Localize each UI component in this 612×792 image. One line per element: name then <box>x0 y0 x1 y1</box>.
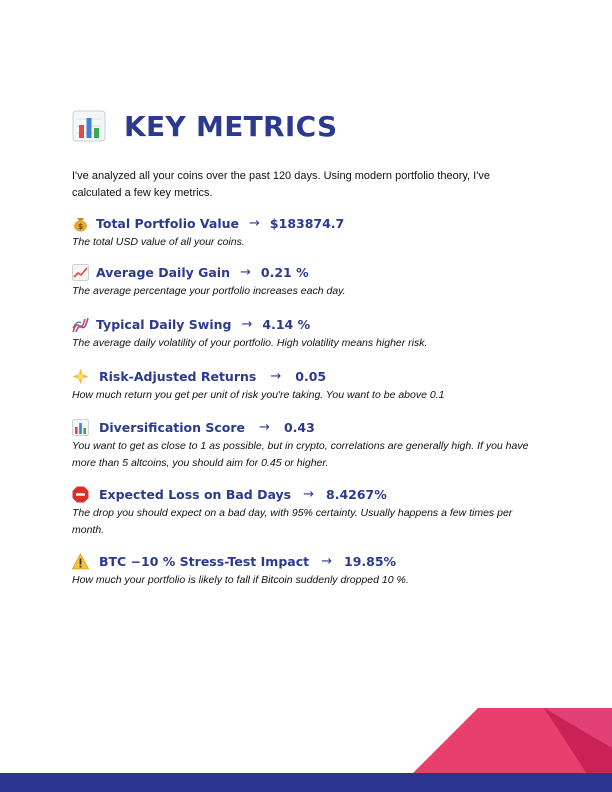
metric-btc-stress-test <box>72 552 552 589</box>
footer-bar <box>0 773 612 792</box>
metric-value: 0.05 <box>295 368 327 384</box>
page-header <box>72 104 337 148</box>
bar-chart-icon <box>72 109 106 143</box>
swing-chart-icon <box>72 316 89 333</box>
metric-description: The average percentage your portfolio increases each day. <box>72 285 346 297</box>
metric-description: The average daily volatility of your portfolio. High volatility means higher risk. <box>72 337 428 349</box>
metric-title: Total Portfolio Value <box>96 215 240 231</box>
metric-value: 19.85% <box>344 553 397 569</box>
metric-diversification-score <box>72 418 552 471</box>
metric-typical-daily-swing <box>72 315 552 352</box>
svg-text:$: $ <box>77 221 84 231</box>
arrow: → <box>321 553 332 569</box>
metric-risk-adjusted-returns <box>72 367 552 404</box>
arrow: → <box>259 419 270 435</box>
metric-description: You want to get as close to 1 as possible, but in crypto, correlations are generally high. If you have more than 5 altcoins, you should aim for 0.45 or higher. <box>72 440 529 469</box>
bar-chart-icon <box>72 419 89 436</box>
metric-expected-loss <box>72 485 552 538</box>
metric-value: 8.4267% <box>326 486 387 502</box>
metric-description: The drop you should expect on a bad day, with 95% certainty. Usually happens a few times per month. <box>72 507 513 536</box>
arrow: → <box>270 368 282 384</box>
arrow: → <box>241 316 253 332</box>
metric-title: Expected Loss on Bad Days <box>99 486 292 502</box>
metric-average-daily-gain <box>72 263 552 300</box>
metric-value: $183874.7 <box>269 215 345 231</box>
glowing-star-icon <box>72 368 89 385</box>
metric-value: 4.14 % <box>262 316 311 332</box>
metric-value: 0.43 <box>283 419 315 435</box>
chart-increasing-icon <box>72 264 89 281</box>
metric-title: Average Daily Gain <box>96 264 230 280</box>
page-title: KEY METRICS <box>124 109 338 143</box>
metric-description: How much return you get per unit of risk you're taking. You want to be above 0.1 <box>72 389 445 401</box>
metric-title: Typical Daily Swing <box>96 316 232 332</box>
metric-title: BTC −10 % Stress-Test Impact <box>99 553 310 569</box>
money-bag-icon <box>72 215 89 232</box>
arrow: → <box>249 215 260 231</box>
intro-text: I've analyzed all your coins over the past 120 days. Using modern portfolio theory, I've calculated a few key metrics. <box>72 170 490 199</box>
metric-description: How much your portfolio is likely to fall if Bitcoin suddenly dropped 10 %. <box>72 574 409 586</box>
arrow: → <box>240 264 251 280</box>
stop-sign-icon <box>72 486 89 503</box>
warning-icon <box>72 553 89 570</box>
metric-value: 0.21 % <box>260 264 309 280</box>
arrow: → <box>303 486 314 502</box>
metric-title: Diversification Score <box>99 419 246 435</box>
metric-description: The total USD value of all your coins. <box>72 236 245 248</box>
metric-total-portfolio-value <box>72 214 552 251</box>
metric-title: Risk-Adjusted Returns <box>99 368 257 384</box>
